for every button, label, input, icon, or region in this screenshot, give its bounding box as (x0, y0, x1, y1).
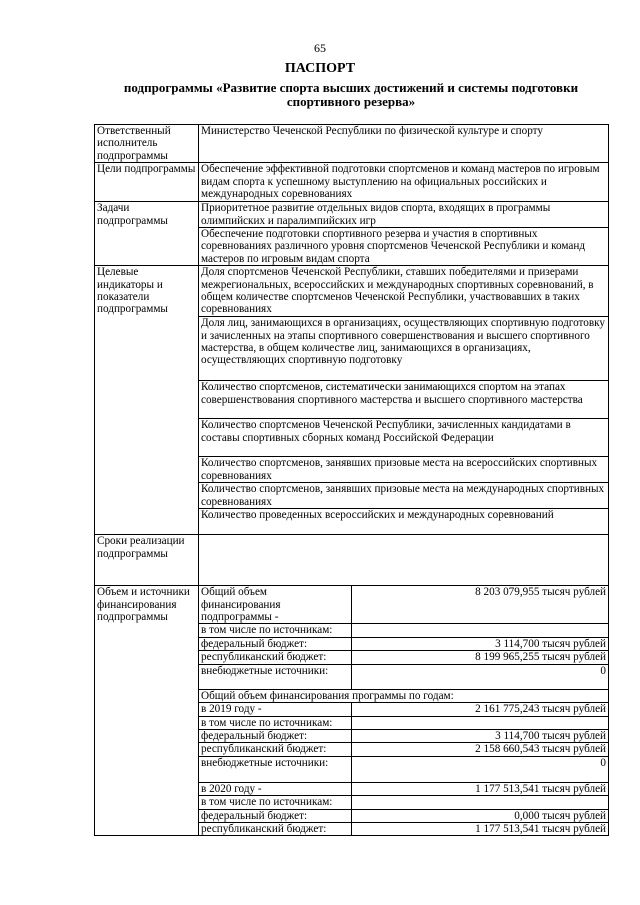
terms-value (199, 535, 609, 586)
year-2019-republic-value: 2 158 660,543 тысяч рублей (352, 743, 609, 756)
table-row (95, 419, 609, 457)
table-row (95, 457, 609, 483)
table-row (95, 317, 609, 381)
indicator-item: Количество проведенных всероссийских и международных соревнований (199, 509, 609, 535)
year-2019-federal-value: 3 114,700 тысяч рублей (352, 729, 609, 742)
indicator-item: Доля спортсменов Чеченской Республики, ставших победителями и призерами межрегиональных, всероссийских и международных спортивных соревнований, в общем количестве спортсменов Чеченской Республики, участвовавших в таких соревнованиях (199, 266, 609, 317)
federal-value: 3 114,700 тысяч рублей (352, 637, 609, 650)
table-row (95, 796, 609, 809)
finance-label: Объем и источники финансирования подпрограммы (95, 586, 199, 624)
responsible-value: Министерство Чеченской Республики по физической культуре и спорту (199, 125, 609, 163)
table-row (95, 651, 609, 664)
table-row (95, 509, 609, 535)
page-number: 65 (314, 41, 326, 55)
offbudget-label: внебюджетные источники: (199, 664, 352, 689)
year-2020-republic-value: 1 177 513,541 тысяч рублей (352, 822, 609, 835)
table-row (95, 782, 609, 795)
table-row (95, 716, 609, 729)
indicator-item: Количество спортсменов, систематически занимающихся спортом на этапах совершенствования спортивного мастерства и высшего спортивного мастерства (199, 381, 609, 419)
table-row (95, 266, 609, 317)
year-2019-value: 2 161 775,243 тысяч рублей (352, 703, 609, 716)
year-2020-label: в 2020 году - (199, 782, 352, 795)
task-item: Обеспечение подготовки спортивного резерва и участия в спортивных соревнованиях различного уровня спортсменов Чеченской Республики и команд мастеров по игровым видам спорта (199, 228, 609, 266)
table-row (95, 664, 609, 689)
table-row (95, 743, 609, 756)
year-2019-offbudget-value: 0 (352, 756, 609, 782)
table-row (95, 689, 609, 702)
table-row (95, 202, 609, 228)
passport-table (94, 124, 609, 836)
indicator-item: Количество спортсменов, занявших призовые места на международных спортивных соревнованиях (199, 483, 609, 509)
goals-value: Обеспечение эффективной подготовки спортсменов и команд мастеров по игровым видам спорта к успешному выступлению на официальных российских и международных соревнованиях (199, 163, 609, 202)
indicator-item: Количество спортсменов, занявших призовые места на всероссийских спортивных соревнованиях (199, 457, 609, 483)
table-row (95, 822, 609, 835)
table-row (95, 586, 609, 624)
year-2020-republic-label: республиканский бюджет: (199, 822, 352, 835)
year-2020-value: 1 177 513,541 тысяч рублей (352, 782, 609, 795)
table-row (95, 637, 609, 650)
table-row (95, 163, 609, 202)
total-value: 8 203 079,955 тысяч рублей (352, 586, 609, 624)
year-2020-federal-label: федеральный бюджет: (199, 809, 352, 822)
year-2019-label: в 2019 году - (199, 703, 352, 716)
table-row (95, 624, 609, 637)
year-2019-sources-label: в том числе по источникам: (199, 716, 352, 729)
year-2020-federal-value: 0,000 тысяч рублей (352, 809, 609, 822)
sources-label: в том числе по источникам: (199, 624, 352, 637)
table-row (95, 703, 609, 716)
goals-label: Цели подпрограммы (95, 163, 199, 202)
table-row (95, 228, 609, 266)
table-row (95, 756, 609, 782)
responsible-label: Ответственный исполнитель подпрограммы (95, 125, 199, 163)
table-row (95, 381, 609, 419)
republic-label: республиканский бюджет: (199, 651, 352, 664)
document-title: ПАСПОРТ (284, 61, 356, 76)
year-2020-sources-label: в том числе по источникам: (199, 796, 352, 809)
total-label: Общий объем финансирования подпрограммы - (199, 586, 352, 624)
by-years-label: Общий объем финансирования программы по годам: (199, 689, 609, 702)
indicator-item: Количество спортсменов Чеченской Республики, зачисленных кандидатами в составы спортивных сборных команд Российской Федерации (199, 419, 609, 457)
table-row (95, 125, 609, 163)
year-2019-offbudget-label: внебюджетные источники: (199, 756, 352, 782)
offbudget-value: 0 (352, 664, 609, 689)
indicators-label: Целевые индикаторы и показатели подпрограммы (95, 266, 199, 317)
year-2019-republic-label: республиканский бюджет: (199, 743, 352, 756)
task-item: Приоритетное развитие отдельных видов спорта, входящих в программы олимпийских и паралимпийских игр (199, 202, 609, 228)
republic-value: 8 199 965,255 тысяч рублей (352, 651, 609, 664)
table-row (95, 483, 609, 509)
table-row (95, 535, 609, 586)
document-subtitle: подпрограммы «Развитие спорта высших достижений и системы подготовки спортивного резерва» (123, 80, 579, 109)
terms-label: Сроки реализации подпрограммы (95, 535, 199, 586)
table-row (95, 729, 609, 742)
table-row (95, 809, 609, 822)
indicator-item: Доля лиц, занимающихся в организациях, осуществляющих спортивную подготовку и зачисленных на этапы спортивного совершенствования и высшего спортивного мастерства, в общем количестве лиц, занимающихся в организациях, осуществляющих спортивную подготовку (199, 317, 609, 381)
year-2019-federal-label: федеральный бюджет: (199, 729, 352, 742)
tasks-label: Задачи подпрограммы (95, 202, 199, 228)
federal-label: федеральный бюджет: (199, 637, 352, 650)
